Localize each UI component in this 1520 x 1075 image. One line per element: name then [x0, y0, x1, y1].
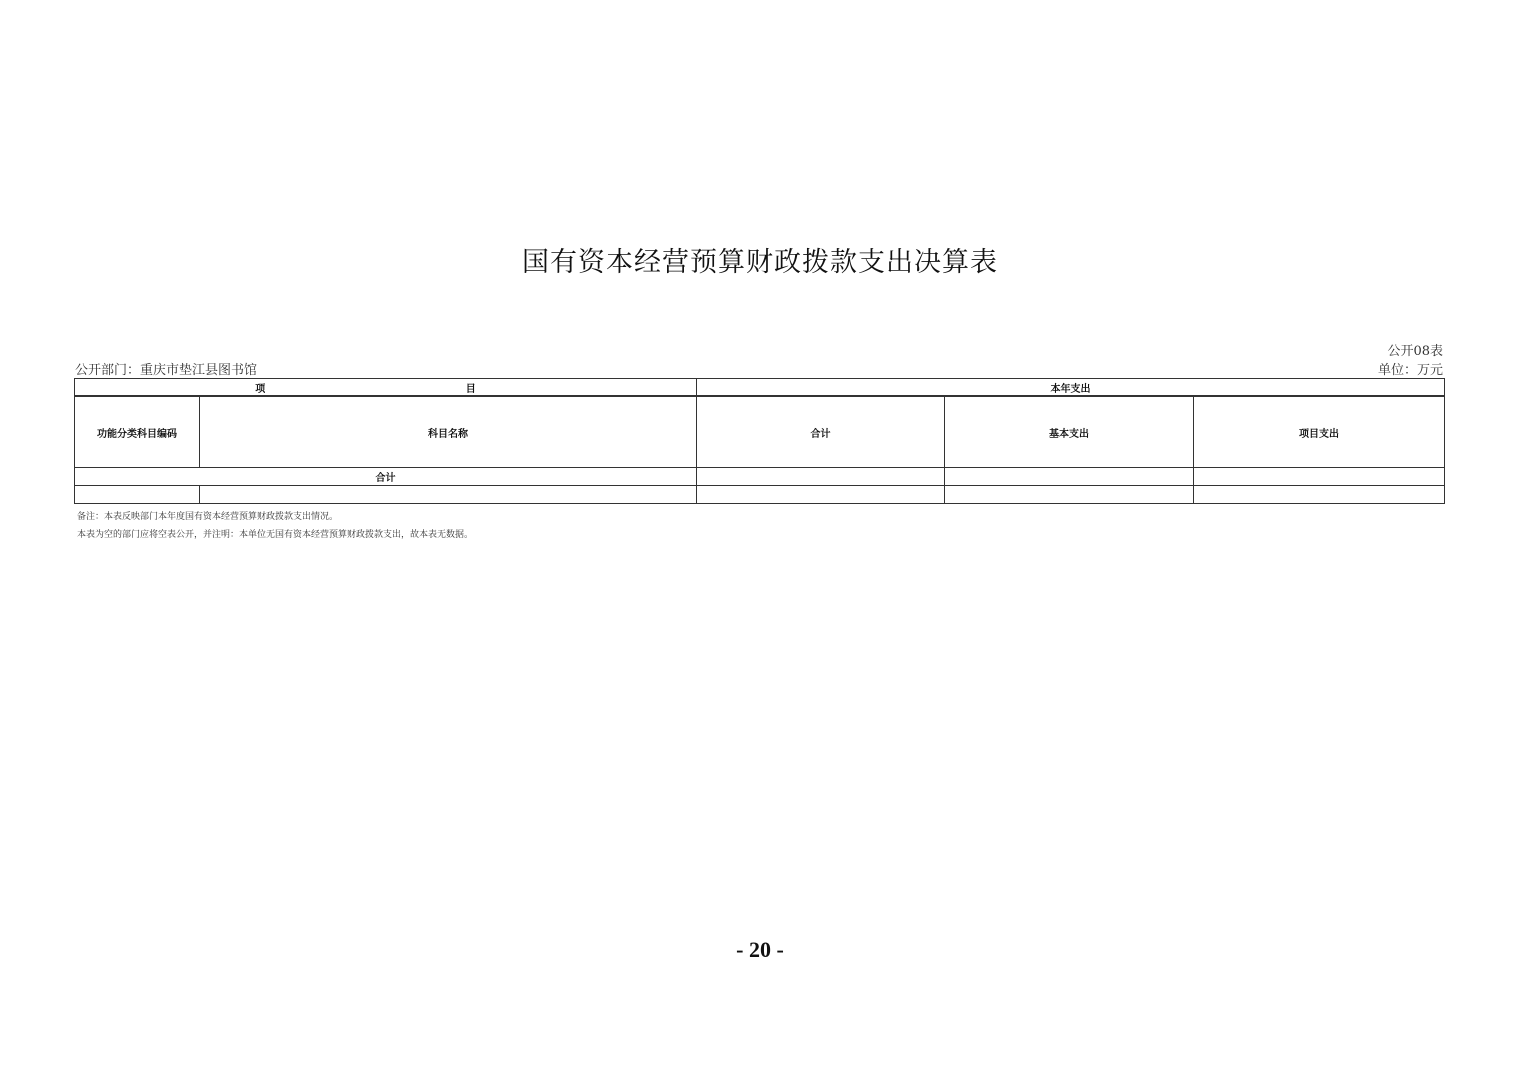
item-header-right: 目 — [465, 383, 476, 395]
page-number: - 20 - — [736, 937, 784, 962]
current-year-header: 本年支出 — [697, 379, 1445, 397]
document-title: 国有资本经营预算财政拨款支出决算表 — [522, 247, 998, 278]
table-cell — [945, 486, 1194, 504]
department-label: 公开部门：重庆市垫江县图书馆 — [75, 363, 258, 378]
item-header-left: 项 — [255, 383, 266, 395]
table-cell — [1194, 486, 1445, 504]
total-cell — [697, 468, 945, 486]
column-header-row — [75, 396, 1445, 468]
item-group-header — [75, 379, 697, 397]
total-project-cell — [1194, 468, 1445, 486]
column-header-name: 科目名称 — [200, 396, 697, 468]
group-header-row — [75, 379, 1445, 397]
budget-table — [74, 378, 1445, 504]
total-row — [75, 468, 1445, 486]
note-line-1: 备注：本表反映部门本年度国有资本经营预算财政拨款支出情况。 — [77, 512, 339, 522]
table-cell — [697, 486, 945, 504]
note-line-2: 本表为空的部门应将空表公开，并注明：本单位无国有资本经营预算财政拨款支出，故本表无数据。 — [77, 530, 474, 540]
column-header-code: 功能分类科目编码 — [75, 396, 200, 468]
table-cell — [200, 486, 697, 504]
column-header-basic: 基本支出 — [945, 396, 1194, 468]
column-header-total: 合计 — [697, 396, 945, 468]
table-cell — [75, 486, 200, 504]
column-header-project: 项目支出 — [1194, 396, 1445, 468]
unit-label: 单位：万元 — [1377, 363, 1443, 378]
total-label: 合计 — [75, 468, 697, 486]
table-number: 公开08表 — [1387, 344, 1443, 359]
total-basic-cell — [945, 468, 1194, 486]
table-row — [75, 486, 1445, 504]
